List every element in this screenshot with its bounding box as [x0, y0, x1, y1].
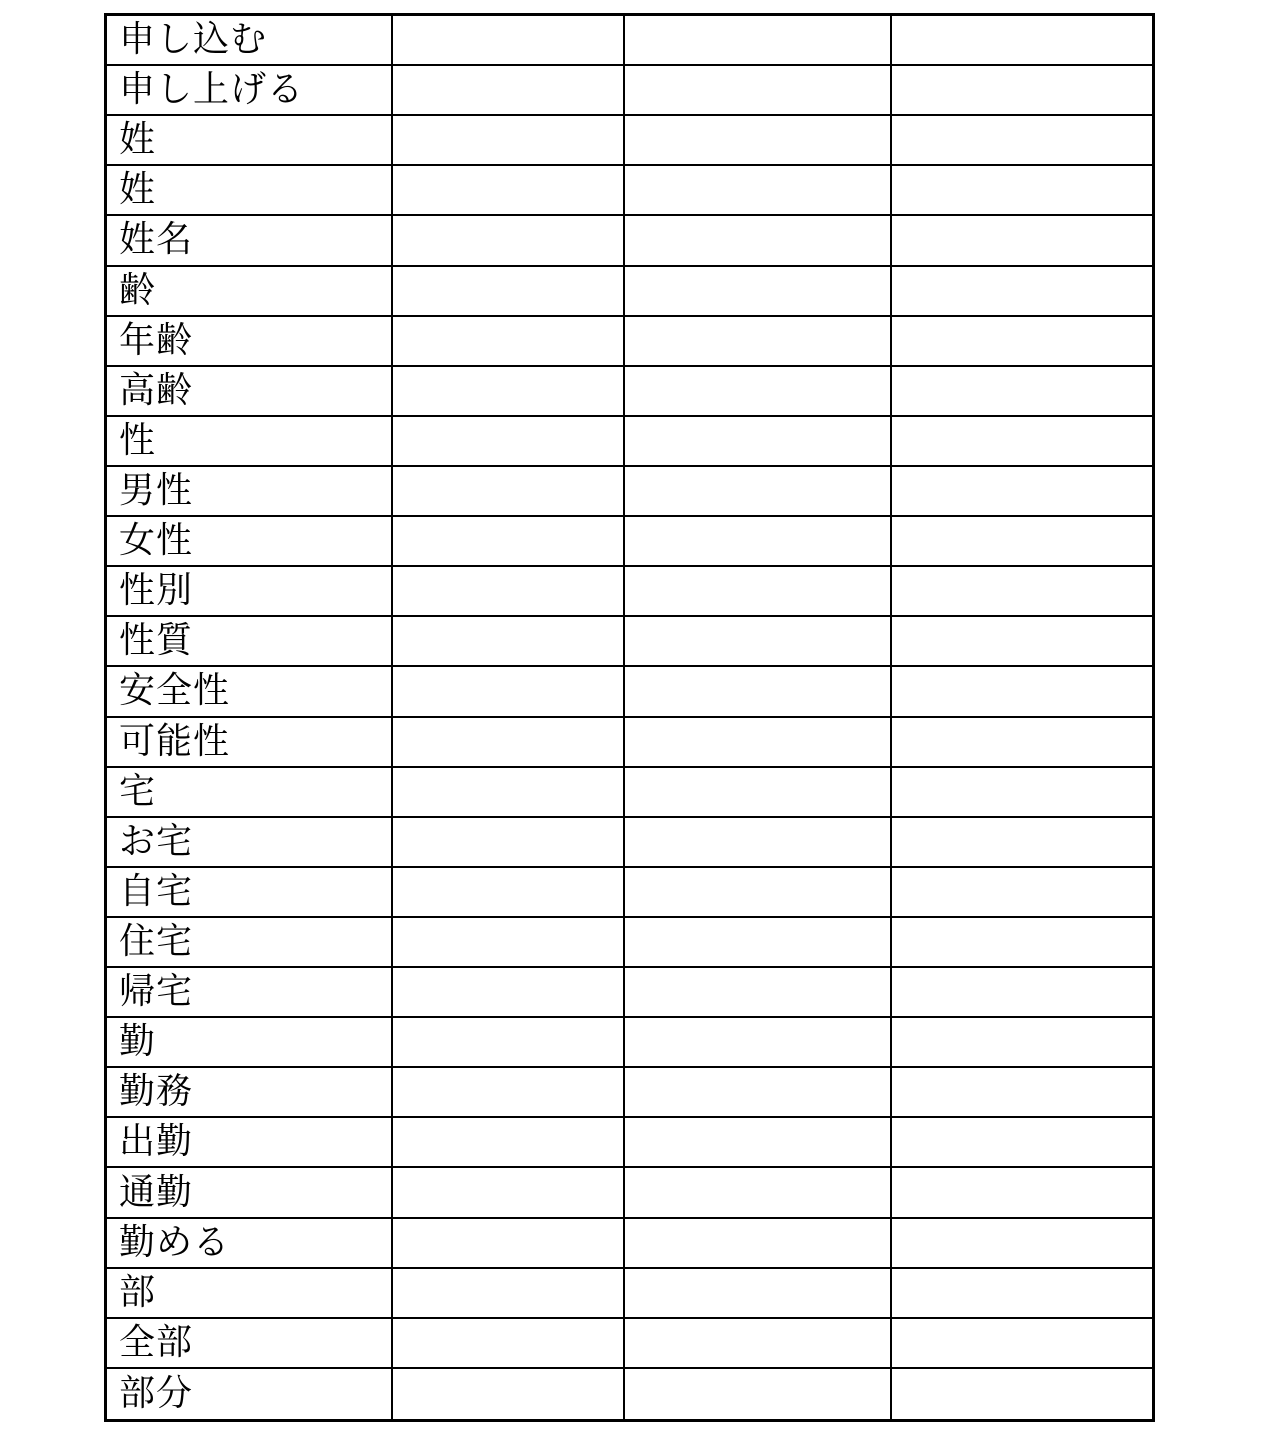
term-cell: 安全性	[107, 667, 393, 717]
blank-answer-cell[interactable]	[393, 768, 625, 818]
blank-answer-cell[interactable]	[625, 16, 892, 66]
term-cell: 男性	[107, 467, 393, 517]
blank-answer-cell[interactable]	[625, 66, 892, 116]
blank-answer-cell[interactable]	[625, 768, 892, 818]
blank-answer-cell[interactable]	[892, 367, 1152, 417]
term-cell: 部	[107, 1269, 393, 1319]
blank-answer-cell[interactable]	[393, 667, 625, 717]
term-cell: 性	[107, 417, 393, 467]
blank-answer-cell[interactable]	[625, 1369, 892, 1419]
blank-answer-cell[interactable]	[393, 1219, 625, 1269]
blank-answer-cell[interactable]	[892, 1168, 1152, 1218]
blank-answer-cell[interactable]	[625, 367, 892, 417]
blank-answer-cell[interactable]	[625, 617, 892, 667]
blank-answer-cell[interactable]	[625, 1168, 892, 1218]
blank-answer-cell[interactable]	[625, 467, 892, 517]
term-cell: 部分	[107, 1369, 393, 1419]
blank-answer-cell[interactable]	[625, 1118, 892, 1168]
blank-answer-cell[interactable]	[393, 567, 625, 617]
blank-answer-cell[interactable]	[892, 317, 1152, 367]
blank-answer-cell[interactable]	[393, 1319, 625, 1369]
term-cell: 年齢	[107, 317, 393, 367]
blank-answer-cell[interactable]	[625, 918, 892, 968]
blank-answer-cell[interactable]	[625, 1018, 892, 1068]
blank-answer-cell[interactable]	[892, 718, 1152, 768]
blank-answer-cell[interactable]	[393, 367, 625, 417]
blank-answer-cell[interactable]	[393, 267, 625, 317]
blank-answer-cell[interactable]	[892, 868, 1152, 918]
blank-answer-cell[interactable]	[892, 1118, 1152, 1168]
blank-answer-cell[interactable]	[625, 317, 892, 367]
blank-answer-cell[interactable]	[393, 116, 625, 166]
term-cell: 姓	[107, 116, 393, 166]
blank-answer-cell[interactable]	[892, 267, 1152, 317]
term-cell: 性質	[107, 617, 393, 667]
blank-answer-cell[interactable]	[892, 918, 1152, 968]
term-cell: 姓	[107, 166, 393, 216]
blank-answer-cell[interactable]	[625, 868, 892, 918]
blank-answer-cell[interactable]	[625, 718, 892, 768]
blank-answer-cell[interactable]	[892, 166, 1152, 216]
blank-answer-cell[interactable]	[892, 1319, 1152, 1369]
blank-answer-cell[interactable]	[393, 517, 625, 567]
blank-answer-cell[interactable]	[892, 667, 1152, 717]
blank-answer-cell[interactable]	[393, 417, 625, 467]
blank-answer-cell[interactable]	[393, 968, 625, 1018]
blank-answer-cell[interactable]	[892, 567, 1152, 617]
blank-answer-cell[interactable]	[625, 968, 892, 1018]
blank-answer-cell[interactable]	[625, 116, 892, 166]
blank-answer-cell[interactable]	[393, 818, 625, 868]
blank-answer-cell[interactable]	[393, 1018, 625, 1068]
blank-answer-cell[interactable]	[393, 467, 625, 517]
blank-answer-cell[interactable]	[393, 1118, 625, 1168]
blank-answer-cell[interactable]	[625, 567, 892, 617]
blank-answer-cell[interactable]	[625, 417, 892, 467]
blank-answer-cell[interactable]	[625, 1269, 892, 1319]
blank-answer-cell[interactable]	[393, 617, 625, 667]
term-cell: 姓名	[107, 216, 393, 266]
term-cell: お宅	[107, 818, 393, 868]
term-cell: 申し込む	[107, 16, 393, 66]
term-cell: 自宅	[107, 868, 393, 918]
blank-answer-cell[interactable]	[393, 718, 625, 768]
blank-answer-cell[interactable]	[892, 968, 1152, 1018]
blank-answer-cell[interactable]	[393, 166, 625, 216]
term-cell: 全部	[107, 1319, 393, 1369]
blank-answer-cell[interactable]	[892, 617, 1152, 667]
term-cell: 高齢	[107, 367, 393, 417]
blank-answer-cell[interactable]	[393, 1068, 625, 1118]
term-cell: 勤める	[107, 1219, 393, 1269]
term-cell: 可能性	[107, 718, 393, 768]
blank-answer-cell[interactable]	[393, 1168, 625, 1218]
blank-answer-cell[interactable]	[892, 417, 1152, 467]
blank-answer-cell[interactable]	[625, 1068, 892, 1118]
blank-answer-cell[interactable]	[892, 517, 1152, 567]
blank-answer-cell[interactable]	[393, 16, 625, 66]
blank-answer-cell[interactable]	[625, 216, 892, 266]
blank-answer-cell[interactable]	[892, 1068, 1152, 1118]
term-cell: 齢	[107, 267, 393, 317]
blank-answer-cell[interactable]	[625, 1219, 892, 1269]
blank-answer-cell[interactable]	[892, 1219, 1152, 1269]
blank-answer-cell[interactable]	[892, 116, 1152, 166]
blank-answer-cell[interactable]	[625, 818, 892, 868]
blank-answer-cell[interactable]	[393, 317, 625, 367]
blank-answer-cell[interactable]	[892, 216, 1152, 266]
term-cell: 帰宅	[107, 968, 393, 1018]
blank-answer-cell[interactable]	[393, 918, 625, 968]
blank-answer-cell[interactable]	[625, 267, 892, 317]
blank-answer-cell[interactable]	[892, 1269, 1152, 1319]
blank-answer-cell[interactable]	[393, 1269, 625, 1319]
term-cell: 住宅	[107, 918, 393, 968]
term-cell: 出勤	[107, 1118, 393, 1168]
vocabulary-worksheet-table	[104, 13, 1155, 1422]
term-cell: 申し上げる	[107, 66, 393, 116]
blank-answer-cell[interactable]	[892, 66, 1152, 116]
blank-answer-cell[interactable]	[892, 818, 1152, 868]
term-cell: 宅	[107, 768, 393, 818]
blank-answer-cell[interactable]	[892, 1018, 1152, 1068]
blank-answer-cell[interactable]	[625, 1319, 892, 1369]
term-cell: 通勤	[107, 1168, 393, 1218]
blank-answer-cell[interactable]	[393, 868, 625, 918]
blank-answer-cell[interactable]	[393, 66, 625, 116]
blank-answer-cell[interactable]	[892, 768, 1152, 818]
term-cell: 勤	[107, 1018, 393, 1068]
blank-answer-cell[interactable]	[892, 16, 1152, 66]
blank-answer-cell[interactable]	[892, 467, 1152, 517]
blank-answer-cell[interactable]	[393, 216, 625, 266]
term-cell: 女性	[107, 517, 393, 567]
blank-answer-cell[interactable]	[625, 517, 892, 567]
blank-answer-cell[interactable]	[892, 1369, 1152, 1419]
term-cell: 勤務	[107, 1068, 393, 1118]
blank-answer-cell[interactable]	[625, 166, 892, 216]
blank-answer-cell[interactable]	[393, 1369, 625, 1419]
term-cell: 性別	[107, 567, 393, 617]
blank-answer-cell[interactable]	[625, 667, 892, 717]
